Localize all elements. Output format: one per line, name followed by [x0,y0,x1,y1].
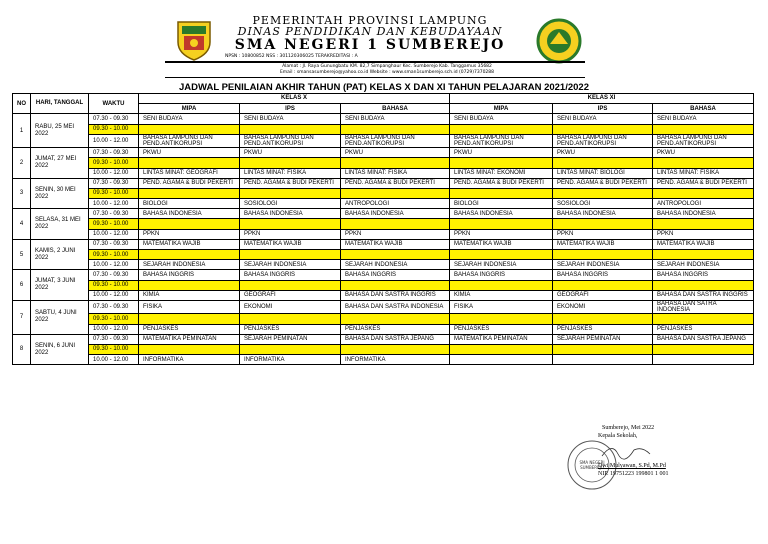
school-name: SMA NEGERI 1 SUMBEREJO [234,37,506,53]
letterhead [165,12,575,64]
subject-cell: LINTAS MINAT: EKONOMI [450,168,553,178]
subject-cell [553,344,653,354]
subject-cell [450,219,553,229]
table-row [13,158,754,168]
time-slot: 10.00 - 12.00 [89,260,139,270]
svg-text:SMA NEGERI: SMA NEGERI [579,460,605,465]
subject-cell: PENJASKES [450,324,553,334]
table-row [13,250,754,260]
subject-cell: MATEMATIKA WAJIB [341,239,450,249]
subject-cell: SEJARAH INDONESIA [341,260,450,270]
header-x-mipa: MIPA [139,104,240,114]
subject-cell: KIMIA [139,290,240,300]
subject-cell: ANTROPOLOGI [341,199,450,209]
subject-cell [553,355,653,365]
document-title: JADWAL PENILAIAN AKHIR TAHUN (PAT) KELAS X DAN XI TAHUN PELAJARAN 2021/2022 [179,82,589,93]
subject-cell [553,188,653,198]
subject-cell: MATEMATIKA WAJIB [653,239,754,249]
time-slot: 09.30 - 10.00 [89,158,139,168]
time-slot: 07.30 - 09.30 [89,270,139,280]
subject-cell: PKWU [240,148,341,158]
subject-cell [450,158,553,168]
subject-cell: SEJARAH INDONESIA [553,260,653,270]
subject-cell [341,314,450,324]
subject-cell: BAHASA INDONESIA [553,209,653,219]
day-date: SABTU, 4 JUNI 2022 [31,300,89,334]
header-line2: DINAS PENDIDIKAN DAN KEBUDAYAAN [237,25,503,38]
table-row [13,260,754,270]
exam-schedule-table [12,93,754,365]
subject-cell: LINTAS MINAT: FISIKA [341,168,450,178]
table-row [13,219,754,229]
subject-cell: BAHASA DAN SASTRA INDONESIA [341,300,450,313]
header-x-ips: IPS [240,104,341,114]
time-slot: 07.30 - 09.30 [89,300,139,313]
subject-cell [341,124,450,134]
subject-cell: LINTAS MINAT: BIOLOGI [553,168,653,178]
subject-cell [139,344,240,354]
subject-cell: PEND. AGAMA & BUDI PEKERTI [450,178,553,188]
subject-cell [240,188,341,198]
subject-cell: PKWU [341,148,450,158]
subject-cell: INFORMATIKA [240,355,341,365]
day-number: 5 [13,239,31,270]
signature-space [598,440,669,462]
time-slot: 09.30 - 10.00 [89,344,139,354]
subject-cell: BAHASA DAN SATRA INDONESIA [653,300,754,313]
subject-cell: INFORMATIKA [139,355,240,365]
time-slot: 09.30 - 10.00 [89,314,139,324]
subject-cell: PKWU [553,148,653,158]
subject-cell: SENI BUDAYA [341,114,450,124]
day-date: SENIN, 6 JUNI 2022 [31,334,89,365]
header-kelas-xi: KELAS XI [450,94,754,104]
signature-name: Dwi Mulyawan, S.Pd, M.Pd [598,463,666,469]
subject-cell [553,250,653,260]
header-xi-mipa: MIPA [450,104,553,114]
subject-cell: MATEMATIKA WAJIB [553,239,653,249]
subject-cell: BAHASA INGGRIS [139,270,240,280]
subject-cell: PPKN [553,229,653,239]
subject-cell: SEJARAH INDONESIA [450,260,553,270]
header-rule-thin [165,77,585,78]
subject-cell: SEJARAH INDONESIA [139,260,240,270]
school-address [232,64,542,76]
header-xi-ips: IPS [553,104,653,114]
header-npsn: NPSN : 10800852 NSS : 301120306025 TERAKREDITASI : A [225,54,358,59]
subject-cell: PKWU [139,148,240,158]
time-slot: 07.30 - 09.30 [89,334,139,344]
subject-cell [450,314,553,324]
subject-cell: PENJASKES [139,324,240,334]
subject-cell: SEJARAH PEMINATAN [553,334,653,344]
subject-cell [553,158,653,168]
table-row [13,229,754,239]
subject-cell: BAHASA INDONESIA [240,209,341,219]
header-x-bahasa: BAHASA [341,104,450,114]
table-row [13,188,754,198]
table-row [13,334,754,344]
subject-cell [240,158,341,168]
subject-cell: EKONOMI [240,300,341,313]
subject-cell: BAHASA LAMPUNG DAN PEND.ANTIKORUPSI [341,134,450,147]
school-logo [536,18,582,64]
time-slot: 07.30 - 09.30 [89,239,139,249]
subject-cell: PEND. AGAMA & BUDI PEKERTI [341,178,450,188]
subject-cell: BAHASA LAMPUNG DAN PEND.ANTIKORUPSI [139,134,240,147]
table-row [13,239,754,249]
subject-cell: BAHASA INDONESIA [653,209,754,219]
subject-cell: PPKN [653,229,754,239]
subject-cell: ANTROPOLOGI [653,199,754,209]
subject-cell: SEJARAH INDONESIA [653,260,754,270]
subject-cell: PEND. AGAMA & BUDI PEKERTI [653,178,754,188]
subject-cell [450,124,553,134]
subject-cell [341,280,450,290]
subject-cell: SENI BUDAYA [240,114,341,124]
subject-cell: BAHASA LAMPUNG DAN PEND.ANTIKORUPSI [653,134,754,147]
subject-cell [553,124,653,134]
subject-cell [450,355,553,365]
subject-cell: MATEMATIKA PEMINATAN [139,334,240,344]
day-number: 7 [13,300,31,334]
subject-cell: MATEMATIKA WAJIB [450,239,553,249]
subject-cell [653,158,754,168]
signature-place-date: Sumberejo, Mei 2022 [602,425,655,431]
day-number: 2 [13,148,31,179]
subject-cell: SOSIOLOGI [240,199,341,209]
day-date: JUMAT, 27 MEI 2022 [31,148,89,179]
time-slot: 10.00 - 12.00 [89,168,139,178]
subject-cell: PKWU [450,148,553,158]
table-row [13,168,754,178]
subject-cell: BAHASA INGGRIS [553,270,653,280]
time-slot: 10.00 - 12.00 [89,324,139,334]
subject-cell: SEJARAH PEMINATAN [240,334,341,344]
subject-cell: PEND. AGAMA & BUDI PEKERTI [553,178,653,188]
subject-cell: GEOGRAFI [240,290,341,300]
subject-cell [553,219,653,229]
header-xi-bahasa: BAHASA [653,104,754,114]
day-number: 3 [13,178,31,209]
header-rule-thick [165,61,585,63]
subject-cell: SEJARAH INDONESIA [240,260,341,270]
time-slot: 09.30 - 10.00 [89,219,139,229]
day-date: JUMAT, 3 JUNI 2022 [31,270,89,301]
subject-cell [653,344,754,354]
header-line1: PEMERINTAH PROVINSI LAMPUNG [252,14,488,27]
table-row [13,280,754,290]
subject-cell [240,344,341,354]
subject-cell: PPKN [240,229,341,239]
time-slot: 07.30 - 09.30 [89,209,139,219]
subject-cell: KIMIA [450,290,553,300]
day-number: 4 [13,209,31,240]
table-row [13,124,754,134]
table-row [13,209,754,219]
day-number: 6 [13,270,31,301]
subject-cell [450,344,553,354]
time-slot: 09.30 - 10.00 [89,250,139,260]
signature-role: Kepala Sekolah, [598,433,638,439]
table-row [13,300,754,313]
subject-cell: LINTAS MINAT: GEOGRAFI [139,168,240,178]
time-slot: 09.30 - 10.00 [89,280,139,290]
subject-cell [240,280,341,290]
subject-cell [139,158,240,168]
subject-cell: MATEMATIKA WAJIB [139,239,240,249]
subject-cell [139,124,240,134]
subject-cell [450,250,553,260]
subject-cell: PENJASKES [553,324,653,334]
subject-cell: BAHASA INDONESIA [139,209,240,219]
time-slot: 09.30 - 10.00 [89,124,139,134]
subject-cell [240,124,341,134]
subject-cell: BAHASA LAMPUNG DAN PEND.ANTIKORUPSI [450,134,553,147]
subject-cell: PEND. AGAMA & BUDI PEKERTI [240,178,341,188]
subject-cell: PKWU [653,148,754,158]
contact-line: Email : smansasumberejo@yahoo.co.id Website : www.sman1sumberejo.sch.id (0729)7370288 [279,70,495,75]
subject-cell: EKONOMI [553,300,653,313]
subject-cell: INFORMATIKA [341,355,450,365]
time-slot: 07.30 - 09.30 [89,148,139,158]
time-slot: 07.30 - 09.30 [89,178,139,188]
subject-cell [553,280,653,290]
subject-cell [341,158,450,168]
subject-cell: BAHASA LAMPUNG DAN PEND.ANTIKORUPSI [240,134,341,147]
subject-cell: BAHASA DAN SASTRA INGGRIS [341,290,450,300]
subject-cell: LINTAS MINAT: FISIKA [653,168,754,178]
table-row [13,344,754,354]
subject-cell: BAHASA DAN SASTRA INGGRIS [653,290,754,300]
time-slot: 10.00 - 12.00 [89,290,139,300]
subject-cell: BIOLOGI [139,199,240,209]
day-date: RABU, 25 MEI 2022 [31,114,89,148]
subject-cell [341,344,450,354]
subject-cell [139,314,240,324]
subject-cell: PPKN [341,229,450,239]
handwritten-signature [598,440,668,462]
time-slot: 09.30 - 10.00 [89,188,139,198]
header-hari-tanggal: HARI, TANGGAL [31,94,89,114]
subject-cell: PEND. AGAMA & BUDI PEKERTI [139,178,240,188]
subject-cell [653,188,754,198]
day-date: SELASA, 31 MEI 2022 [31,209,89,240]
subject-cell [450,280,553,290]
time-slot: 10.00 - 12.00 [89,134,139,147]
table-row [13,324,754,334]
subject-cell: BAHASA INGGRIS [240,270,341,280]
subject-cell [450,188,553,198]
subject-cell: FISIKA [450,300,553,313]
subject-cell: MATEMATIKA WAJIB [240,239,341,249]
subject-cell [653,314,754,324]
subject-cell: GEOGRAFI [553,290,653,300]
subject-cell [653,280,754,290]
subject-cell: BAHASA INGGRIS [653,270,754,280]
subject-cell [653,219,754,229]
table-row [13,290,754,300]
subject-cell [240,219,341,229]
subject-cell [553,314,653,324]
table-row [13,199,754,209]
subject-cell: PENJASKES [653,324,754,334]
table-row [13,355,754,365]
header-waktu: WAKTU [89,94,139,114]
signature-nip: NIP. 19751223 199801 1 001 [598,471,669,477]
day-date: KAMIS, 2 JUNI 2022 [31,239,89,270]
subject-cell [341,219,450,229]
subject-cell: BAHASA DAN SASTRA JEPANG [341,334,450,344]
subject-cell: SENI BUDAYA [139,114,240,124]
subject-cell: SENI BUDAYA [450,114,553,124]
subject-cell: BIOLOGI [450,199,553,209]
subject-cell: LINTAS MINAT: FISIKA [240,168,341,178]
schedule-body [13,114,754,365]
table-row [13,314,754,324]
subject-cell [653,355,754,365]
subject-cell: SENI BUDAYA [653,114,754,124]
day-number: 1 [13,114,31,148]
table-row [13,270,754,280]
day-date: SENIN, 30 MEI 2022 [31,178,89,209]
subject-cell: BAHASA LAMPUNG DAN PEND.ANTIKORUPSI [553,134,653,147]
subject-cell: BAHASA INDONESIA [450,209,553,219]
subject-cell: BAHASA DAN SASTRA JEPANG [653,334,754,344]
address-line: Alamat : Jl. Raya Gunungbatu KM. 82,7 Simpanghaur Kec. Sumberejo Kab. Tanggamus 35682 [282,64,492,69]
time-slot: 10.00 - 12.00 [89,199,139,209]
subject-cell: PENJASKES [240,324,341,334]
subject-cell: FISIKA [139,300,240,313]
subject-cell: BAHASA INGGRIS [341,270,450,280]
table-row [13,114,754,124]
subject-cell [240,314,341,324]
subject-cell [139,219,240,229]
subject-cell: MATEMATIKA PEMINATAN [450,334,553,344]
subject-cell: PENJASKES [341,324,450,334]
subject-cell [240,250,341,260]
subject-cell: BAHASA INGGRIS [450,270,553,280]
header-no: NO [13,94,31,114]
subject-cell [139,250,240,260]
subject-cell [341,250,450,260]
time-slot: 10.00 - 12.00 [89,355,139,365]
subject-cell [341,188,450,198]
subject-cell: BAHASA INDONESIA [341,209,450,219]
subject-cell [653,124,754,134]
day-number: 8 [13,334,31,365]
subject-cell [139,188,240,198]
table-row [13,148,754,158]
subject-cell: PPKN [139,229,240,239]
table-row [13,178,754,188]
subject-cell: SENI BUDAYA [553,114,653,124]
subject-cell: PPKN [450,229,553,239]
svg-text:SUMBEREJO: SUMBEREJO [580,465,604,470]
signature-block [598,424,669,478]
subject-cell [653,250,754,260]
subject-cell: SOSIOLOGI [553,199,653,209]
table-row [13,134,754,147]
subject-cell [139,280,240,290]
time-slot: 07.30 - 09.30 [89,114,139,124]
time-slot: 10.00 - 12.00 [89,229,139,239]
header-kelas-x: KELAS X [139,94,450,104]
